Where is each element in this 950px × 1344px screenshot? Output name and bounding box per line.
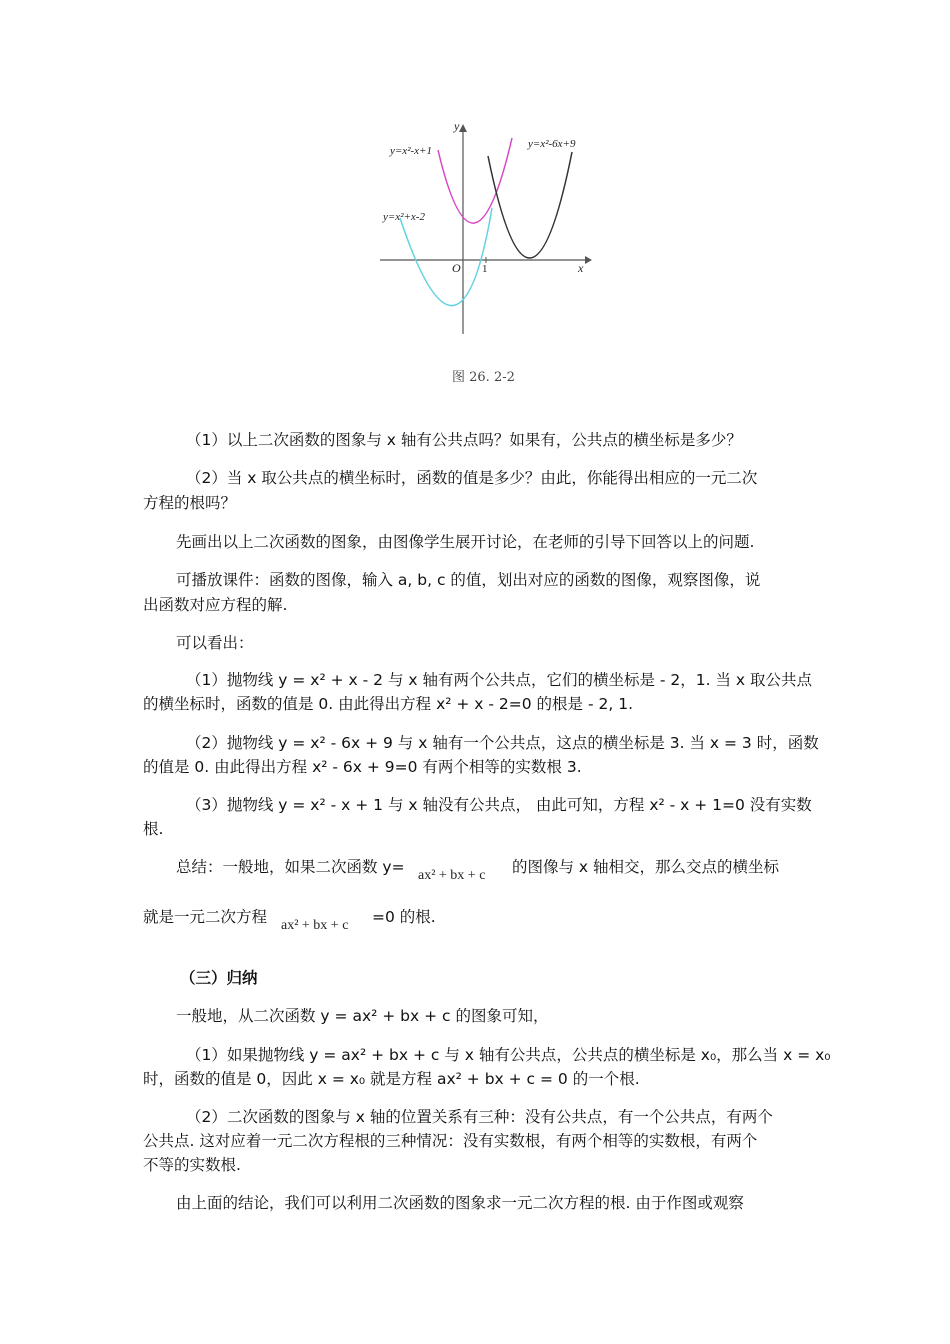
- generalize-2-line-1: （1）如果抛物线 y = ax² + bx + c 与 x 轴有公共点，公共点的横坐标是 x₀，那么当 x = x₀: [186, 1046, 831, 1064]
- paragraph-play-line-1: 可播放课件：函数的图像，输入 a, b, c 的值，划出对应的函数的图像，观察图像，说: [176, 571, 761, 589]
- parabola-figure: [370, 112, 600, 397]
- figure-caption: 图 26. 2-2: [452, 370, 515, 385]
- answer-1-line-2: 的横坐标时，函数的值是 0. 由此得出方程 x² + x - 2=0 的根是 - 2, 1.: [143, 695, 634, 713]
- summary-line-1-a: 总结：一般地，如果二次函数 y=: [176, 858, 405, 876]
- y-axis-arrow: [459, 124, 467, 132]
- parabola-graph: [370, 112, 600, 362]
- answer-1-line-1: （1）抛物线 y = x² + x - 2 与 x 轴有两个公共点，它们的横坐标是 - 2，1. 当 x 取公共点: [186, 671, 813, 689]
- label-f1: y=x²-x+1: [390, 145, 432, 157]
- summary-line-2-a: 就是一元二次方程: [143, 908, 268, 926]
- section-heading: （三）归纳: [180, 969, 258, 987]
- answer-2-line-2: 的值是 0. 由此得出方程 x² - 6x + 9=0 有两个相等的实数根 3.: [143, 758, 582, 776]
- answer-3-line-1: （3）抛物线 y = x² - x + 1 与 x 轴没有公共点， 由此可知，方程 x² - x + 1=0 没有实数: [186, 796, 812, 814]
- label-f3: y=x²+x-2: [383, 211, 425, 223]
- summary-line-2-b: =0 的根.: [372, 908, 436, 926]
- question-2-line-2: 方程的根吗？: [143, 494, 237, 512]
- question-1: （1）以上二次函数的图象与 x 轴有公共点吗？如果有，公共点的横坐标是多少？: [186, 431, 742, 449]
- paragraph-draw: 先画出以上二次函数的图象，由图像学生展开讨论，在老师的引导下回答以上的问题.: [176, 533, 755, 551]
- question-2-line-1: （2）当 x 取公共点的横坐标时，函数的值是多少？由此，你能得出相应的一元二次: [186, 469, 758, 487]
- label-f2: y=x²-6x+9: [528, 138, 576, 150]
- generalize-3-line-2: 公共点. 这对应着一元二次方程根的三种情况：没有实数根，有两个相等的实数根，有两个: [143, 1132, 758, 1150]
- generalize-3-line-1: （2）二次函数的图象与 x 轴的位置关系有三种：没有公共点，有一个公共点，有两个: [186, 1108, 773, 1126]
- label-tick-1: 1: [482, 263, 488, 275]
- generalize-4: 由上面的结论，我们可以利用二次函数的图象求一元二次方程的根. 由于作图或观察: [176, 1194, 744, 1212]
- summary-formula-2: ax² + bx + c: [281, 918, 349, 933]
- label-x-axis: x: [578, 261, 584, 275]
- generalize-2-line-2: 时，函数的值是 0，因此 x = x₀ 就是方程 ax² + bx + c = 0 的一个根.: [143, 1070, 640, 1088]
- answer-3-line-2: 根.: [143, 820, 164, 838]
- paragraph-play-line-2: 出函数对应方程的解.: [143, 596, 288, 614]
- generalize-3-line-3: 不等的实数根.: [143, 1156, 241, 1174]
- summary-formula-1: ax² + bx + c: [418, 868, 486, 883]
- label-y-axis: y: [454, 119, 460, 133]
- label-origin: O: [452, 261, 461, 275]
- summary-line-1-b: 的图像与 x 轴相交，那么交点的横坐标: [512, 858, 780, 876]
- x-axis-arrow: [585, 256, 592, 264]
- curve-x2-6x-plus-9: [488, 152, 572, 258]
- answer-2-line-1: （2）抛物线 y = x² - 6x + 9 与 x 轴有一个公共点，这点的横坐标是 3. 当 x = 3 时，函数: [186, 734, 819, 752]
- generalize-1: 一般地，从二次函数 y = ax² + bx + c 的图象可知，: [176, 1007, 549, 1025]
- paragraph-see: 可以看出：: [176, 634, 254, 652]
